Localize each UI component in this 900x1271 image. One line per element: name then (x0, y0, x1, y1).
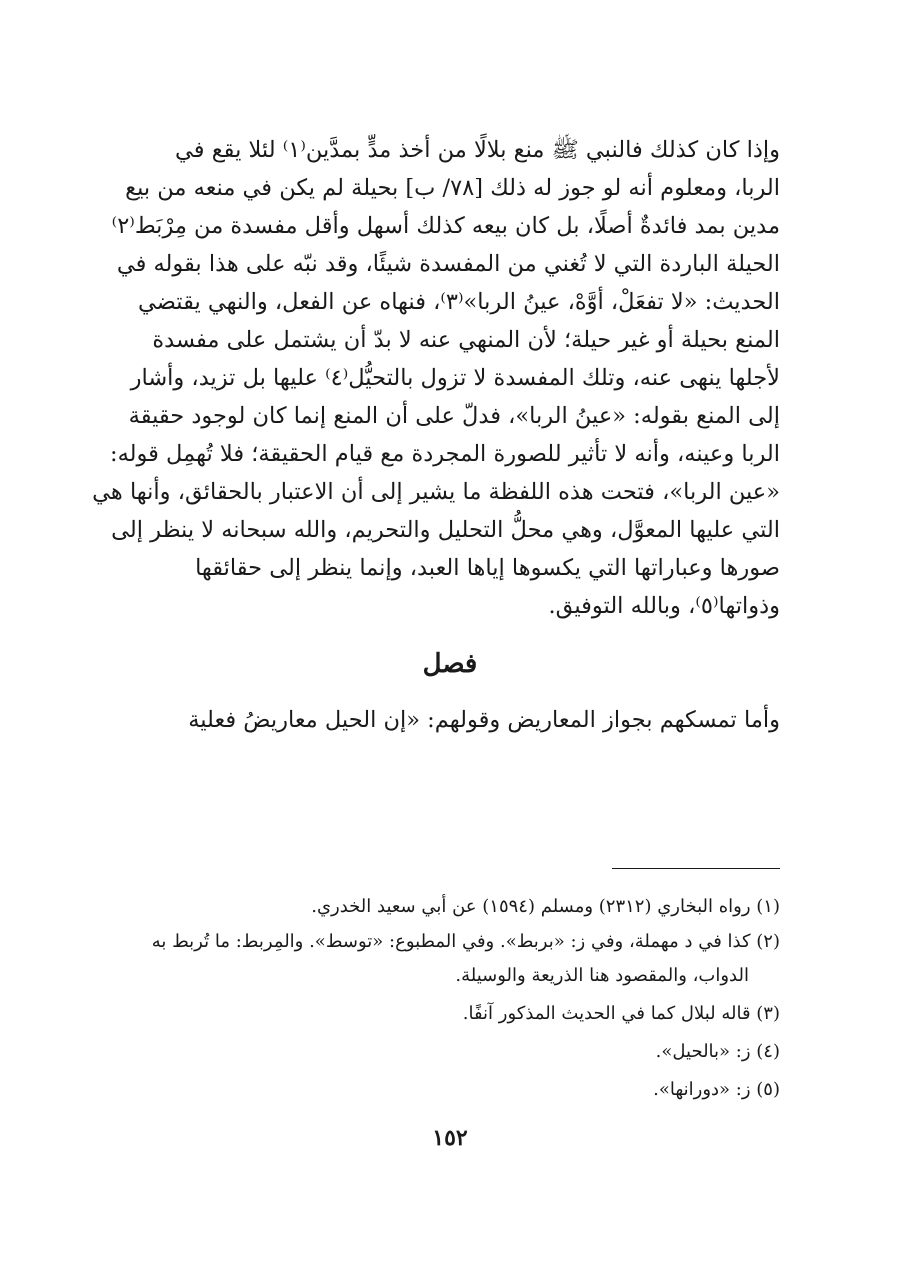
footnote-1: (١) رواه البخاري (٢٣١٢) ومسلم (١٥٩٤) عن أبي سعيد الخدري. (311, 896, 780, 917)
footnote-2-continued: الدواب، والمقصود هنا الذريعة والوسيلة. (455, 965, 749, 986)
body-line: صورها وعباراتها التي يكسوها إياها العبد، وإنما ينظر إلى حقائقها (195, 555, 780, 581)
body-line: التي عليها المعوَّل، وهي محلُّ التحليل والتحريم، والله سبحانه لا ينظر إلى (111, 517, 780, 543)
section-first-line: وأما تمسكهم بجواز المعاريض وقولهم: «إن الحيل معاريضُ فعلية (188, 707, 780, 733)
body-line: الحيلة الباردة التي لا تُغني من المفسدة شيئًا، وقد نبّه على هذا بقوله في (116, 251, 780, 277)
body-line: وإذا كان كذلك فالنبي ﷺ منع بلالًا من أخذ مدٍّ بمدَّين⁽١⁾ لئلا يقع في (175, 137, 780, 163)
body-line: «عين الربا»، فتحت هذه اللفظة ما يشير إلى أن الاعتبار بالحقائق، وأنها هي (92, 479, 780, 505)
body-line: لأجلها ينهى عنه، وتلك المفسدة لا تزول بالتحيُّل⁽٤⁾ عليها بل تزيد، وأشار (130, 365, 780, 391)
footnote-3: (٣) قاله لبلال كما في الحديث المذكور آنفًا. (462, 1003, 780, 1024)
footnote-divider (612, 868, 780, 869)
body-line: الحديث: «لا تفعَلْ، أوَّهْ، عينُ الربا»⁽٣⁾، فنهاه عن الفعل، والنهي يقتضي (138, 289, 780, 315)
footnote-5: (٥) ز: «دورانها». (653, 1079, 780, 1100)
body-line: الربا، ومعلوم أنه لو جوز له ذلك [٧٨/ ب] بحيلة لم يكن في منعه من بيع (125, 175, 780, 201)
footnote-2: (٢) كذا في د مهملة، وفي ز: «بربط». وفي المطبوع: «توسط». والمِربط: ما تُربط به (151, 931, 780, 952)
footnote-4: (٤) ز: «بالحيل». (655, 1041, 780, 1062)
body-line: مدين بمد فائدةٌ أصلًا، بل كان بيعه كذلك أسهل وأقل مفسدة من مِرْبَط⁽٢⁾ (111, 213, 780, 239)
body-line: الربا وعينه، وأنه لا تأثير للصورة المجردة مع قيام الحقيقة؛ فلا تُهمِل قوله: (110, 441, 780, 467)
section-heading: فصل (422, 649, 478, 679)
body-line: وذواتها⁽٥⁾، وبالله التوفيق. (548, 593, 780, 619)
body-line: إلى المنع بقوله: «عينُ الربا»، فدلّ على أن المنع إنما كان لوجود حقيقة (128, 403, 780, 429)
body-line: المنع بحيلة أو غير حيلة؛ لأن المنهي عنه لا بدّ أن يشتمل على مفسدة (152, 327, 780, 353)
page-number: ١٥٢ (432, 1125, 468, 1151)
